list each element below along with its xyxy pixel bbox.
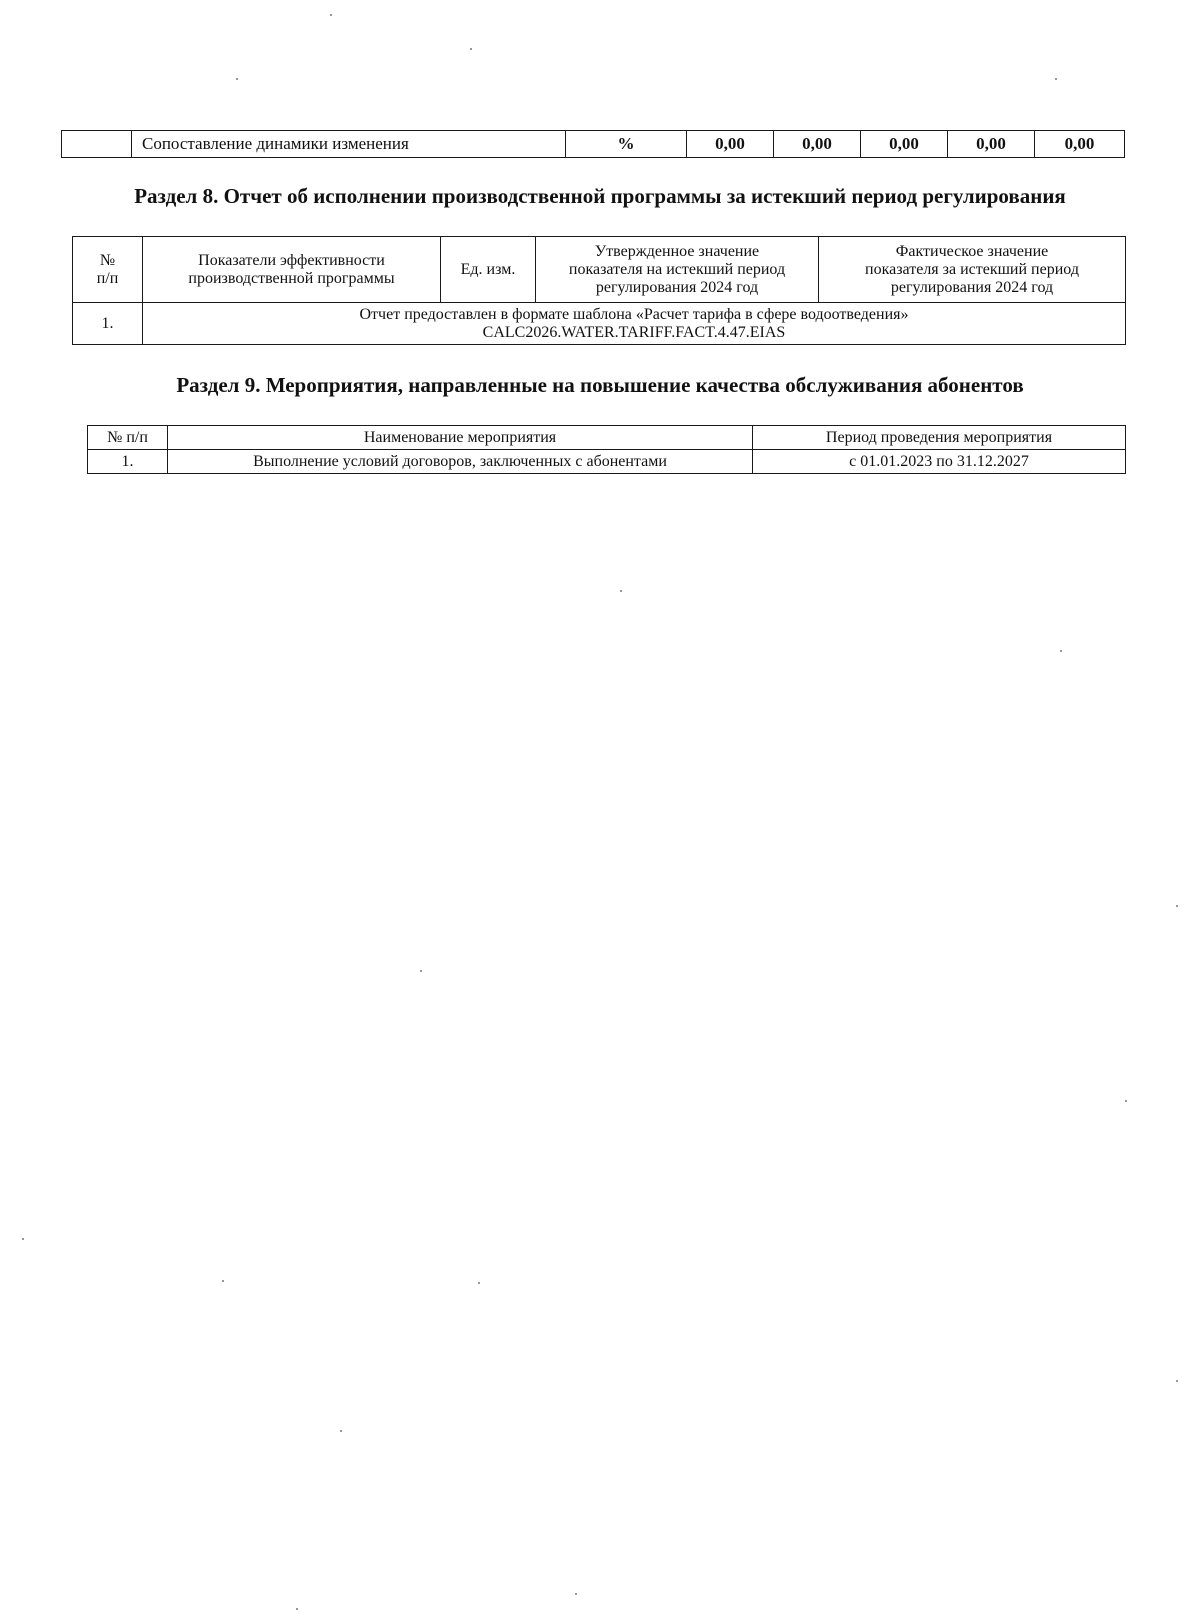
header-num [73, 237, 143, 303]
header-approved [536, 237, 819, 303]
header-period: Период проведения мероприятия [753, 426, 1126, 450]
header-num-line: п/п [96, 269, 119, 287]
report-note-line: Отчет предоставлен в формате шаблона «Расчет тарифа в сфере водоотведения» [359, 305, 909, 323]
header-actual-line: регулирования 2024 год [890, 278, 1054, 296]
table-row [73, 303, 1126, 345]
header-indicator-line: Показатели эффективности [198, 251, 385, 269]
header-num: № п/п [88, 426, 168, 450]
row-number-cell [62, 131, 132, 158]
header-indicator-line: производственной программы [188, 269, 395, 287]
section-8-table [72, 236, 1126, 345]
row-number-cell: 1. [73, 303, 143, 345]
scan-speck [1125, 1100, 1127, 1102]
table-header-row [88, 426, 1126, 450]
header-approved-line: регулирования 2024 год [595, 278, 759, 296]
scan-speck [575, 1593, 577, 1595]
section-9-table [87, 425, 1126, 474]
scan-speck [1060, 650, 1062, 652]
scan-speck [478, 1282, 480, 1284]
section-9-title: Раздел 9. Мероприятия, направленные на повышение качества обслуживания абонентов [176, 373, 1024, 397]
table-row [62, 131, 1125, 158]
report-template-code: CALC2026.WATER.TARIFF.FACT.4.47.EIAS [482, 323, 786, 341]
scan-speck [340, 1430, 342, 1432]
continuation-table [61, 130, 1125, 158]
scan-speck [236, 78, 238, 80]
header-indicator [143, 237, 441, 303]
scan-speck [420, 970, 422, 972]
value-cell: 0,00 [861, 131, 948, 158]
scan-speck [22, 1238, 24, 1240]
report-note-cell [143, 303, 1126, 345]
scan-speck [1176, 1380, 1178, 1382]
header-actual-line: Фактическое значение [895, 242, 1049, 260]
unit-cell: % [566, 131, 687, 158]
section-8-title: Раздел 8. Отчет об исполнении производственной программы за истекший период регулирования [134, 184, 1066, 208]
scan-speck [1176, 905, 1178, 907]
scan-speck [296, 1608, 298, 1610]
measure-period-cell: с 01.01.2023 по 31.12.2027 [753, 450, 1126, 474]
header-measure-name: Наименование мероприятия [168, 426, 753, 450]
table-row [88, 450, 1126, 474]
value-cell: 0,00 [1035, 131, 1125, 158]
header-approved-line: Утвержденное значение [594, 242, 760, 260]
value-cell: 0,00 [687, 131, 774, 158]
value-cell: 0,00 [948, 131, 1035, 158]
scan-speck [620, 590, 622, 592]
indicator-label: Сопоставление динамики изменения [132, 131, 566, 158]
header-unit: Ед. изм. [441, 237, 536, 303]
scan-speck [1055, 78, 1057, 80]
header-actual [819, 237, 1126, 303]
value-cell: 0,00 [774, 131, 861, 158]
header-approved-line: показателя на истекший период [568, 260, 786, 278]
measure-name-cell: Выполнение условий договоров, заключенных с абонентами [168, 450, 753, 474]
scan-speck [330, 14, 332, 16]
header-actual-line: показателя за истекший период [865, 260, 1079, 278]
scan-speck [470, 48, 472, 50]
header-num-line: № [99, 251, 116, 269]
row-number-cell: 1. [88, 450, 168, 474]
scan-speck [222, 1280, 224, 1282]
table-header-row [73, 237, 1126, 303]
